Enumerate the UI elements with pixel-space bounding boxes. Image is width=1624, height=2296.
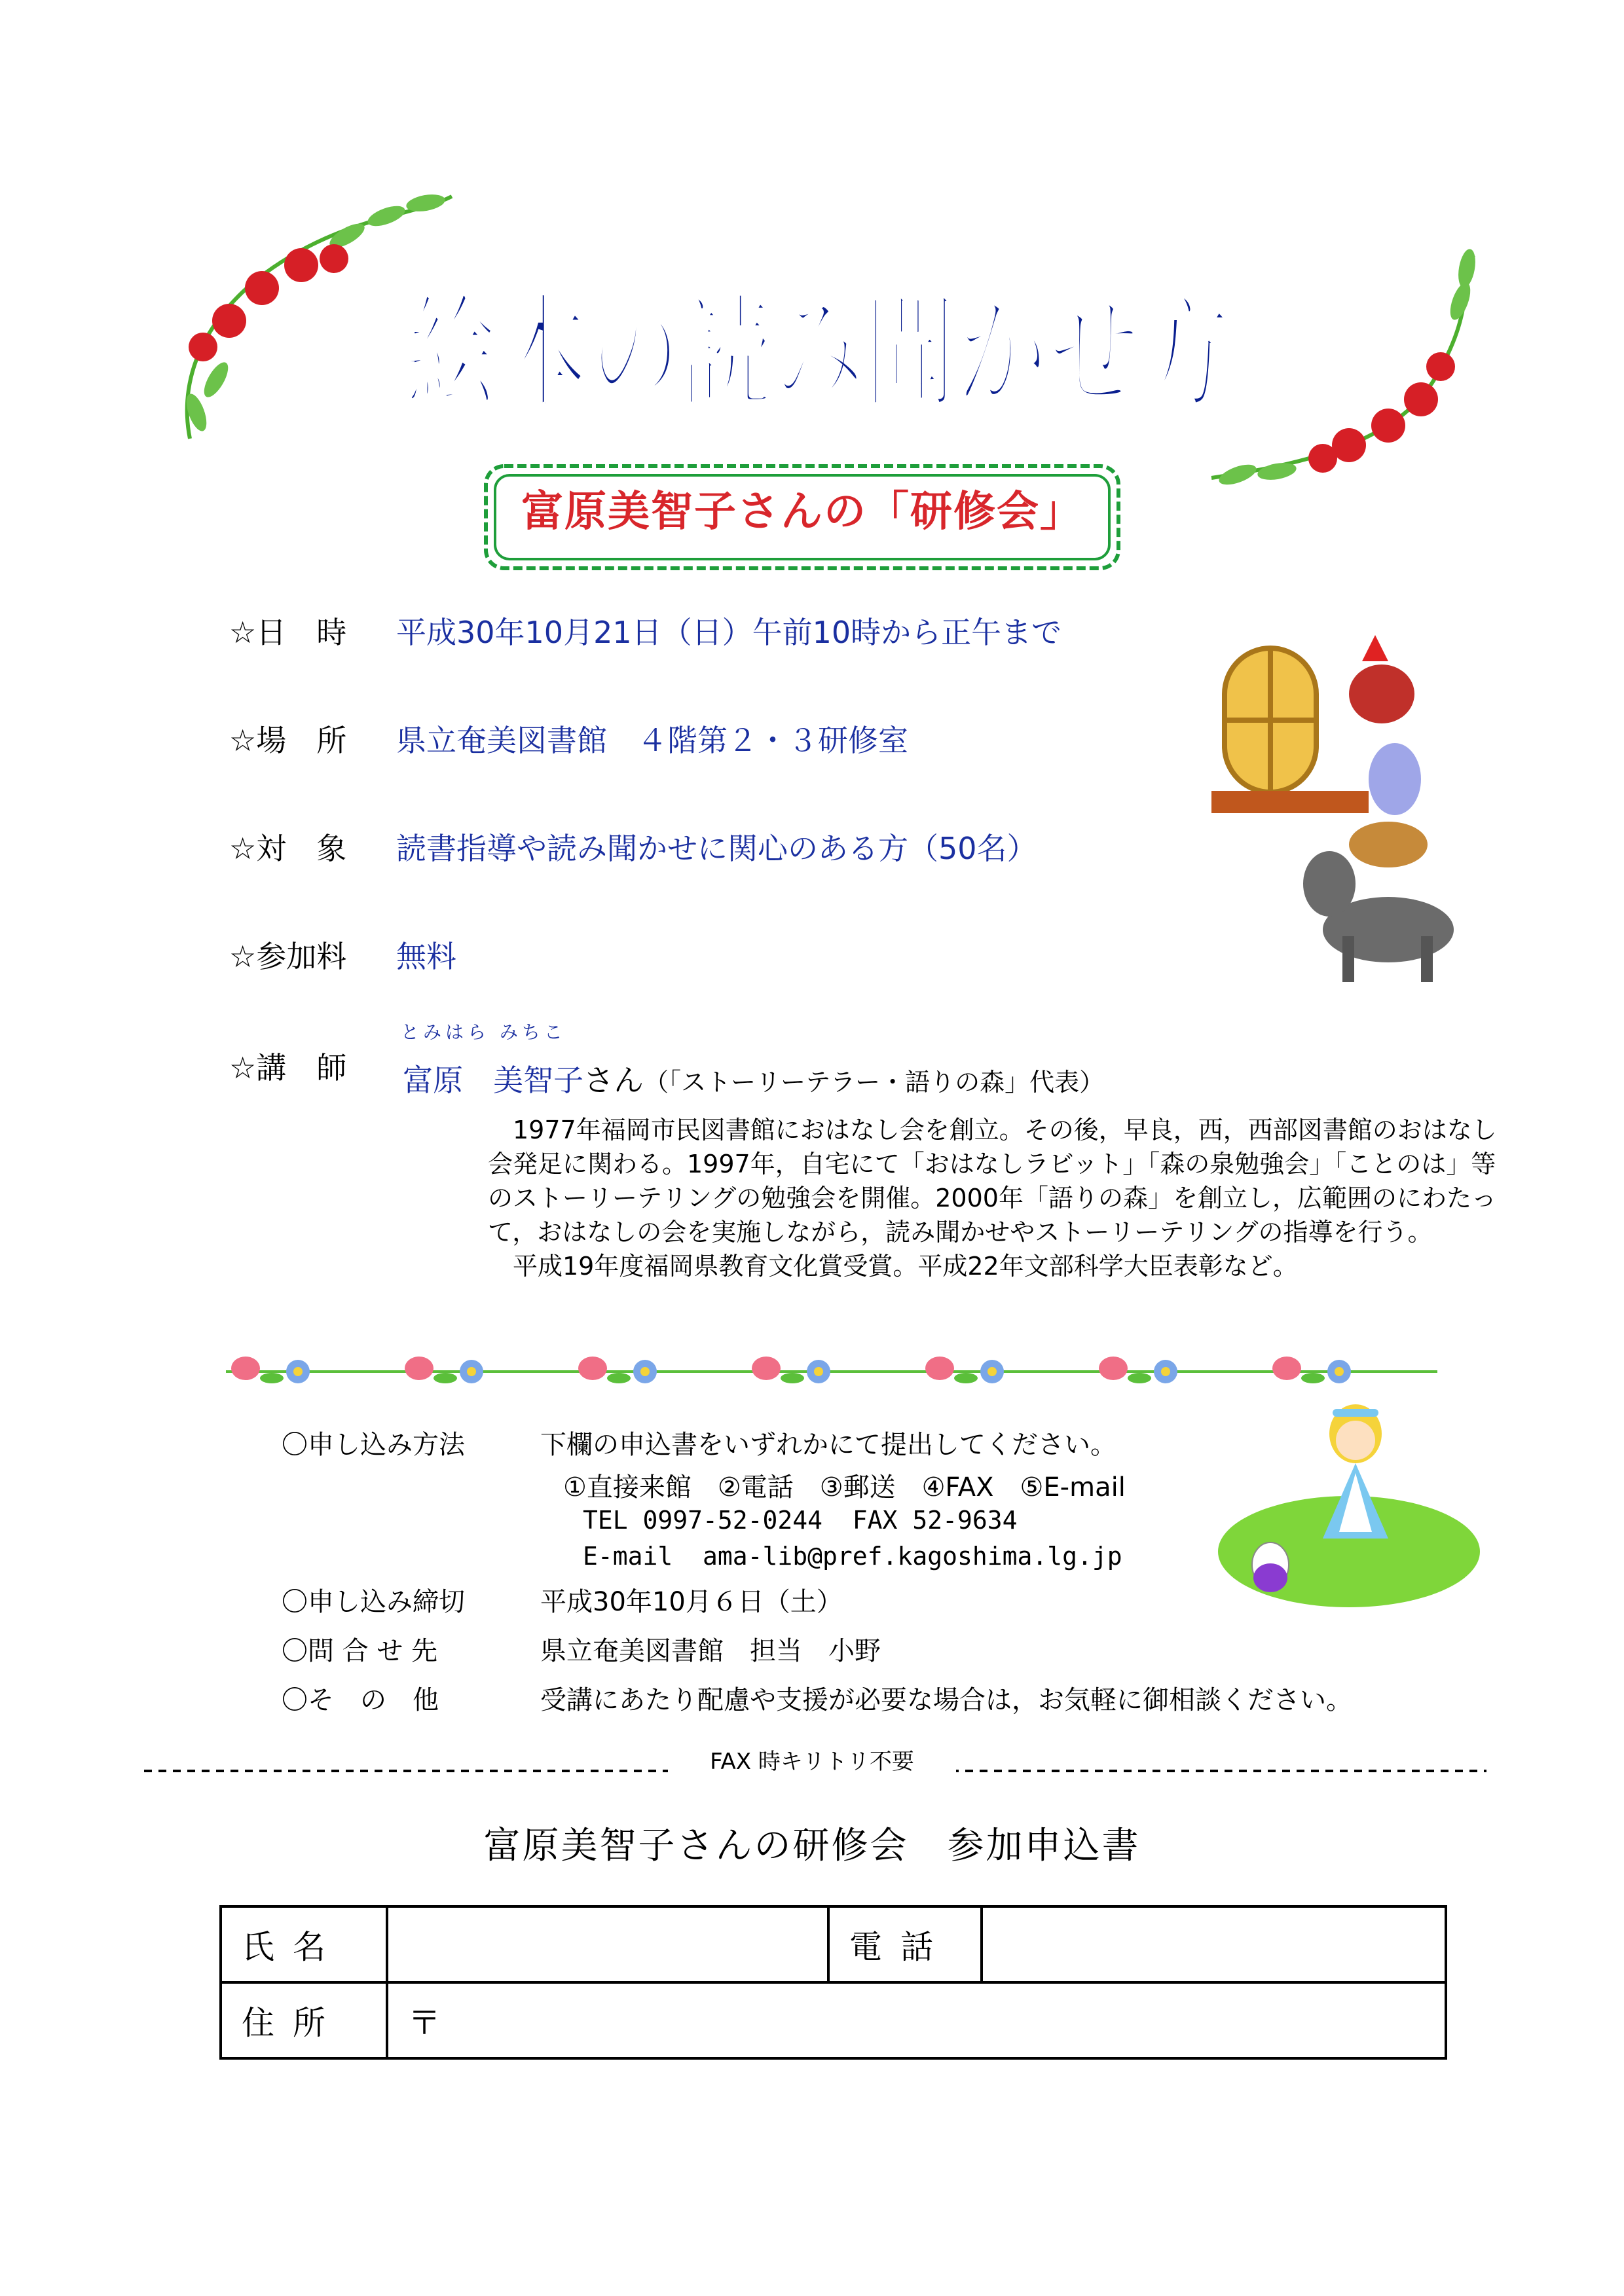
name-label: 氏名	[221, 1906, 387, 1982]
contact-value: 県立奄美図書館 担当 小野	[540, 1636, 881, 1666]
lecturer-label: ☆講 師	[229, 1050, 347, 1085]
lecturer-ruby: とみはら みちこ	[401, 1021, 566, 1043]
subtitle: 富原美智子さんの「研修会」	[521, 488, 1083, 536]
fee-value: 無料	[396, 939, 456, 974]
fee-label: ☆参加料	[229, 939, 347, 974]
lecturer-name: 富原 美智子	[403, 1063, 584, 1098]
flower-border-icon	[226, 1349, 1437, 1394]
address-field[interactable]	[387, 1982, 1446, 2058]
tel-fax: TEL 0997-52-0244 FAX 52-9634	[583, 1506, 1018, 1535]
bio-paragraph: 1977年福岡市民図書館におはなし会を創立。その後，早良，西，西部図書館のおはなし会発足に関わる。1997年，自宅にて「おはなしラビット」「森の泉勉強会」「ことのは」等のストーリーテリングの勉強会を開催。2000年「語りの森」を創立し，広範囲のにわたって，おはなしの会を実施しながら，読み聞かせやストーリーテリングの指導を行う。	[488, 1116, 1497, 1247]
method-label: 〇申し込み方法	[282, 1430, 465, 1460]
deadline-label: 〇申し込み締切	[282, 1587, 465, 1617]
phone-label: 電話	[828, 1906, 982, 1982]
place-value: 県立奄美図書館 ４階第２・３研修室	[396, 723, 908, 758]
page-title	[393, 262, 1244, 426]
lecturer-bio	[488, 1113, 1509, 1283]
lecturer-line	[396, 1044, 1104, 1100]
place-label: ☆場 所	[229, 723, 347, 758]
bio-paragraph: 平成19年度福岡県教育文化賞受賞。平成22年文部科学大臣表彰など。	[488, 1252, 1298, 1281]
postal-mark: 〒	[408, 2004, 441, 2042]
target-label: ☆対 象	[229, 831, 347, 866]
animals-illustration-icon	[1211, 622, 1473, 989]
table-row	[221, 1982, 1446, 2058]
phone-field[interactable]	[982, 1906, 1446, 1982]
contact-label: 〇問 合 せ 先	[282, 1636, 438, 1666]
address-label: 住所	[221, 1982, 387, 2058]
method-value: 下欄の申込書をいずれかにて提出してください。	[540, 1430, 1116, 1460]
other-value: 受講にあたり配慮や支援が必要な場合は，お気軽に御相談ください。	[540, 1685, 1352, 1715]
date-value: 平成30年10月21日（日）午前10時から正午まで	[396, 615, 1062, 650]
table-row	[221, 1906, 1446, 1982]
alice-illustration-icon	[1211, 1401, 1486, 1611]
page-title-text: 絵本の読み聞かせ方	[406, 281, 1231, 426]
lecturer-role: （「ストーリーテラー・語りの森」代表）	[644, 1068, 1105, 1097]
form-title: 富原美智子さんの研修会 参加申込書	[483, 1825, 1141, 1867]
email-address: E-mail ama-lib@pref.kagoshima.lg.jp	[583, 1542, 1122, 1571]
cut-line-text: FAX 時キリトリ不要	[668, 1743, 956, 1776]
name-field[interactable]	[387, 1906, 828, 1982]
date-label: ☆日 時	[229, 615, 347, 650]
lecturer-honorific: さん	[583, 1063, 644, 1098]
other-label: 〇そ の 他	[282, 1685, 439, 1715]
channels: ①直接来館 ②電話 ③郵送 ④FAX ⑤E-mail	[563, 1472, 1126, 1503]
deadline-value: 平成30年10月６日（土）	[540, 1587, 843, 1617]
application-form	[219, 1905, 1447, 2060]
target-value: 読書指導や読み聞かせに関心のある方（50名）	[396, 831, 1037, 866]
